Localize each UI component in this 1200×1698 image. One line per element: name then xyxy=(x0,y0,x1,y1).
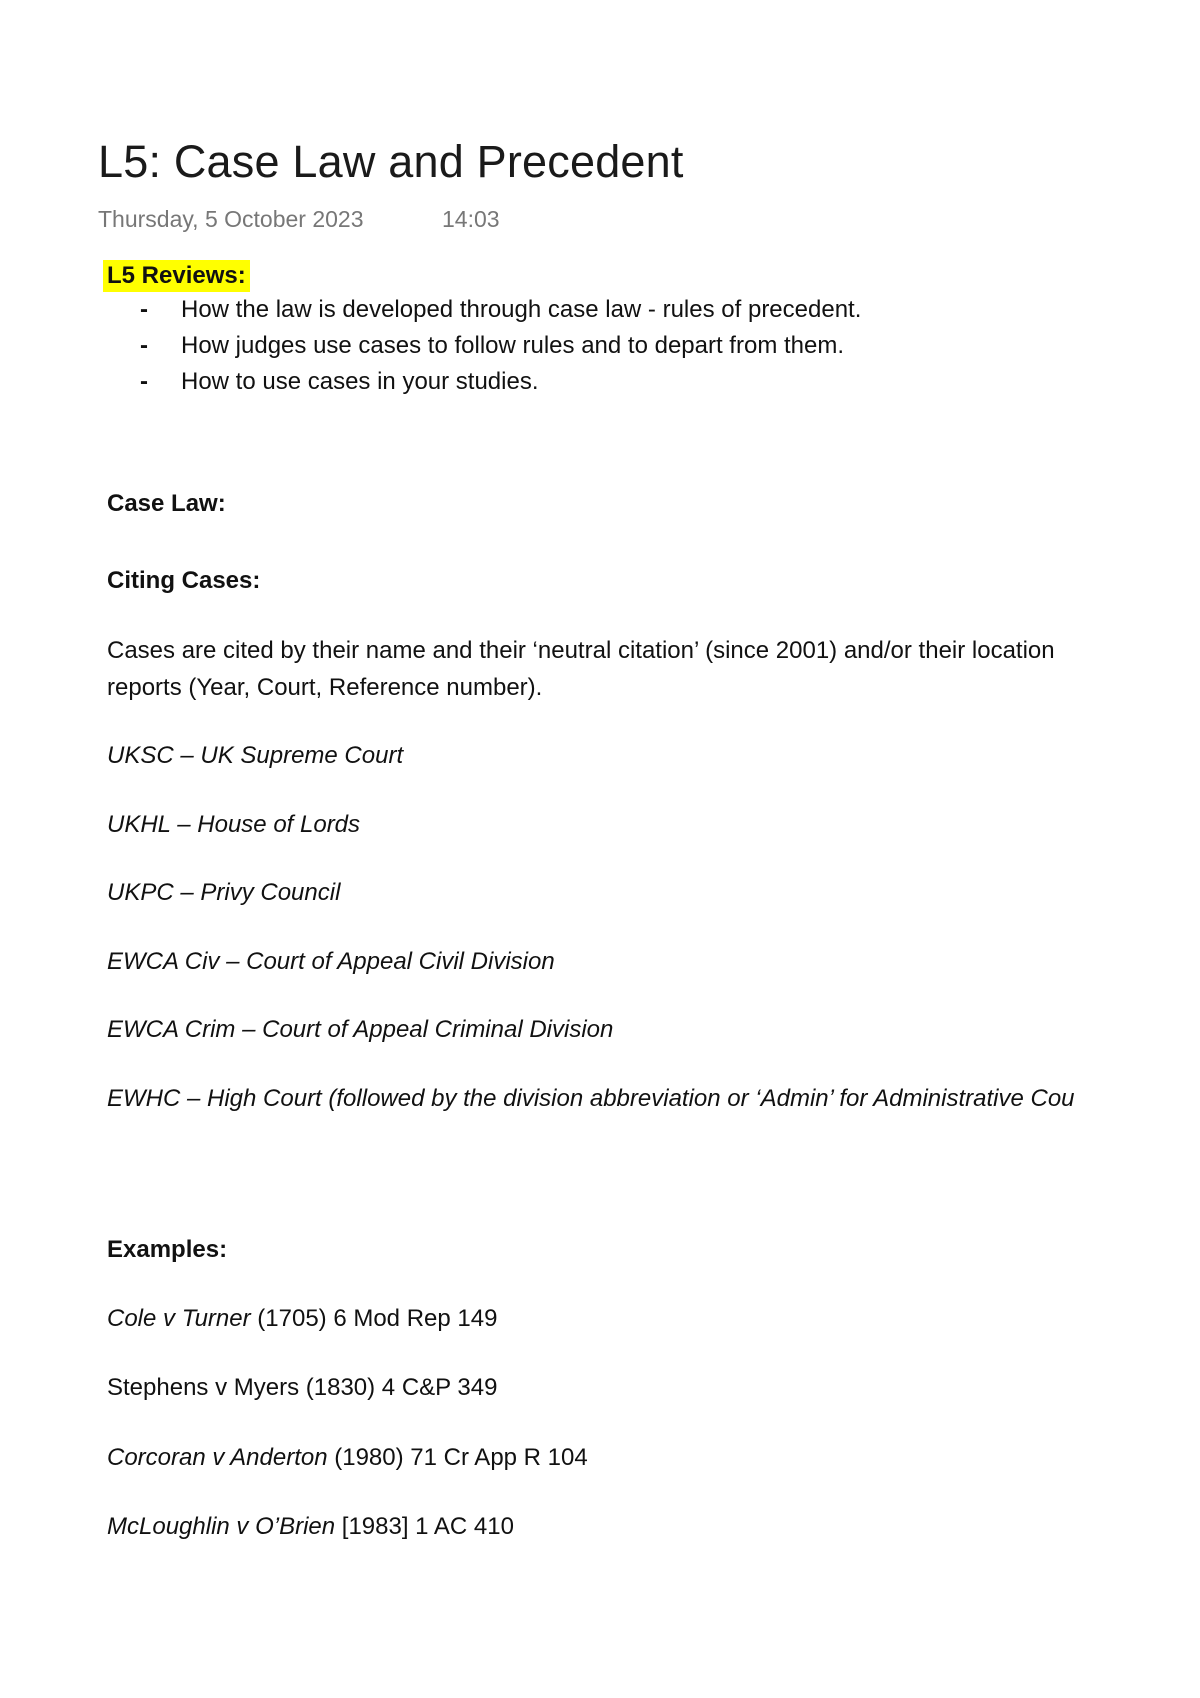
citing-cases-heading: Citing Cases: xyxy=(107,567,261,594)
court-abbreviation: EWHC – High Court (followed by the division abbreviation or ‘Admin’ for Administrative Cou xyxy=(107,1085,1075,1112)
example-case xyxy=(107,1305,497,1333)
note-time: 14:03 xyxy=(442,206,500,232)
citing-paragraph-line: Cases are cited by their name and their ‘neutral citation’ (since 2001) and/or their location xyxy=(107,637,1055,664)
case-name: McLoughlin v O’Brien xyxy=(107,1513,336,1540)
case-name: Cole v Turner xyxy=(107,1305,251,1332)
case-citation: (1830) 4 C&P 349 xyxy=(299,1374,498,1401)
example-case xyxy=(107,1374,497,1402)
court-abbreviation: UKSC – UK Supreme Court xyxy=(107,742,404,769)
case-citation: [1983] 1 AC 410 xyxy=(335,1513,514,1540)
review-item: How the law is developed through case law - rules of precedent. xyxy=(181,296,862,323)
court-abbreviation: UKHL – House of Lords xyxy=(107,811,361,838)
examples-heading: Examples: xyxy=(107,1236,228,1263)
bullet-marker: - xyxy=(140,296,148,323)
court-abbreviation: EWCA Crim – Court of Appeal Criminal Division xyxy=(107,1016,614,1043)
reviews-heading xyxy=(107,262,250,290)
example-case xyxy=(107,1513,514,1541)
review-item: How to use cases in your studies. xyxy=(181,368,539,395)
bullet-marker: - xyxy=(140,368,148,395)
review-item: How judges use cases to follow rules and to depart from them. xyxy=(181,332,844,359)
note-date: Thursday, 5 October 2023 xyxy=(98,206,364,232)
bullet-marker: - xyxy=(140,332,148,359)
citing-paragraph-line: reports (Year, Court, Reference number). xyxy=(107,674,543,701)
court-abbreviation: UKPC – Privy Council xyxy=(107,879,341,906)
case-law-heading: Case Law: xyxy=(107,490,226,517)
case-citation: (1980) 71 Cr App R 104 xyxy=(327,1444,588,1471)
page-title: L5: Case Law and Precedent xyxy=(98,136,684,187)
case-citation: (1705) 6 Mod Rep 149 xyxy=(250,1305,498,1332)
reviews-heading-highlight: L5 Reviews: xyxy=(103,260,250,292)
example-case xyxy=(107,1444,588,1472)
case-name: Stephens v Myers xyxy=(107,1374,300,1401)
court-abbreviation: EWCA Civ – Court of Appeal Civil Division xyxy=(107,948,555,975)
case-name: Corcoran v Anderton xyxy=(107,1444,328,1471)
